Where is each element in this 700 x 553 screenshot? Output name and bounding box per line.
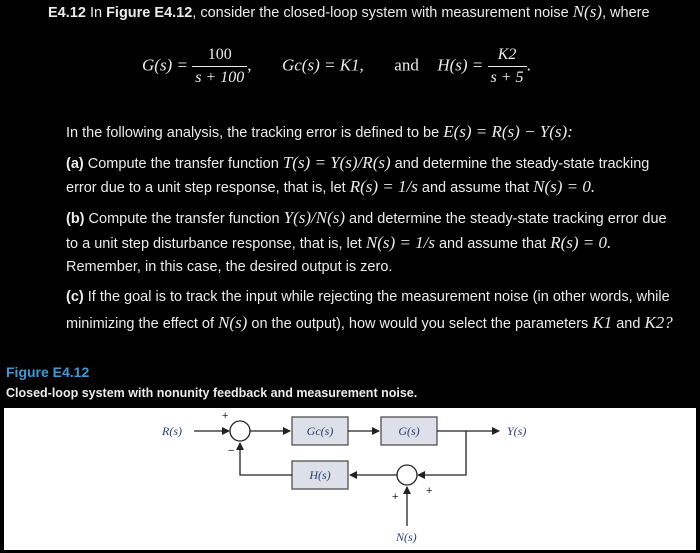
h-block-label: H(s) <box>309 468 331 482</box>
g-lhs: G(s) = <box>142 55 188 75</box>
and-word: and <box>394 55 419 75</box>
g-block-label: G(s) <box>398 424 420 438</box>
sum1-minus-sign: − <box>228 445 235 457</box>
summing-junction-2 <box>397 465 417 485</box>
part-a-line2 <box>66 177 595 197</box>
part-c-math1: N(s) <box>218 313 248 332</box>
part-c-text2: minimizing the effect of <box>66 316 215 332</box>
problem-header <box>48 2 650 22</box>
part-c-label: (c) <box>66 289 84 305</box>
problem-number: E4.12 <box>48 5 86 21</box>
h-denominator: s + 5 <box>490 69 524 86</box>
part-a-math3: N(s) = 0. <box>533 177 596 196</box>
part-a-label: (a) <box>66 156 84 172</box>
sum2-plus-sign-bottom: + <box>392 491 399 503</box>
input-label: R(s) <box>162 424 182 438</box>
part-a-text3: error due to a unit step response, that is, let <box>66 180 346 196</box>
part-a-text2: and determine the steady-state tracking <box>394 156 650 172</box>
gc-block-label: Gc(s) <box>306 424 334 438</box>
part-b-text2: and determine the steady-state tracking error due <box>349 211 667 227</box>
intro-prefix: In <box>89 5 103 21</box>
part-c-math3: K2? <box>644 313 673 332</box>
noise-symbol: N(s) <box>572 2 602 21</box>
h-numerator: K2 <box>488 46 527 67</box>
h-lhs: H(s) = <box>437 55 484 75</box>
part-b-label: (b) <box>66 211 85 227</box>
part-c-and: and <box>616 316 641 332</box>
g-denominator: s + 100 <box>195 69 245 86</box>
part-a-math2: R(s) = 1/s <box>349 177 418 196</box>
block-diagram-svg <box>4 408 696 550</box>
part-a-text4: and assume that <box>421 180 530 196</box>
figure-title: Figure E4.12 <box>6 364 90 380</box>
analysis-line <box>66 122 573 142</box>
part-b-line3: Remember, in this case, the desired output is zero. <box>66 259 393 275</box>
g-numerator: 100 <box>192 46 247 67</box>
g-fraction <box>192 46 247 87</box>
part-b-line2 <box>66 233 611 253</box>
part-c-text1: If the goal is to track the input while rejecting the measurement noise (in other words, while <box>87 289 670 305</box>
part-c-line2 <box>66 313 673 333</box>
part-b-math1: Y(s)/N(s) <box>283 208 346 227</box>
intro-text: , consider the closed-loop system with measurement noise <box>192 5 569 21</box>
error-definition: E(s) = R(s) − Y(s): <box>443 122 573 141</box>
part-a-text1: Compute the transfer function <box>87 156 279 172</box>
figure-reference: Figure E4.12 <box>106 5 193 21</box>
part-b-text1: Compute the transfer function <box>88 211 280 227</box>
part-b-text3: to a unit step disturbance response, that is, let <box>66 236 362 252</box>
part-c-text3: on the output), how would you select the parameters <box>251 316 589 332</box>
figure-caption: Closed-loop system with nonunity feedback and measurement noise. <box>6 386 418 400</box>
part-c-line1 <box>66 289 670 305</box>
noise-label: N(s) <box>396 530 417 544</box>
transfer-functions-equation: G(s) = $\frac{100}{s + 100}$ , Gc(s) = K1, and H(s) = $\frac{K2}{s + 5}$ . <box>142 46 531 86</box>
h-fraction <box>488 46 527 87</box>
summing-junction-1 <box>230 421 250 441</box>
part-b-math2: N(s) = 1/s <box>365 233 435 252</box>
part-b-text4: and assume that <box>438 236 547 252</box>
block-diagram <box>4 408 696 550</box>
part-b-math3: R(s) = 0. <box>550 233 612 252</box>
sum1-plus-sign: + <box>222 410 229 422</box>
part-a-line1 <box>66 153 649 173</box>
analysis-lead: In the following analysis, the tracking error is defined to be <box>66 125 440 141</box>
part-b-line1 <box>66 208 667 228</box>
part-c-math2: K1 <box>592 313 613 332</box>
intro-end: , where <box>601 5 650 21</box>
sum2-plus-sign-right: + <box>426 485 433 497</box>
h-to-sum1-line <box>240 443 292 475</box>
part-a-math1: T(s) = Y(s)/R(s) <box>282 153 391 172</box>
gc-equation: Gc(s) = K1, <box>281 55 364 75</box>
output-label: Y(s) <box>507 424 527 438</box>
